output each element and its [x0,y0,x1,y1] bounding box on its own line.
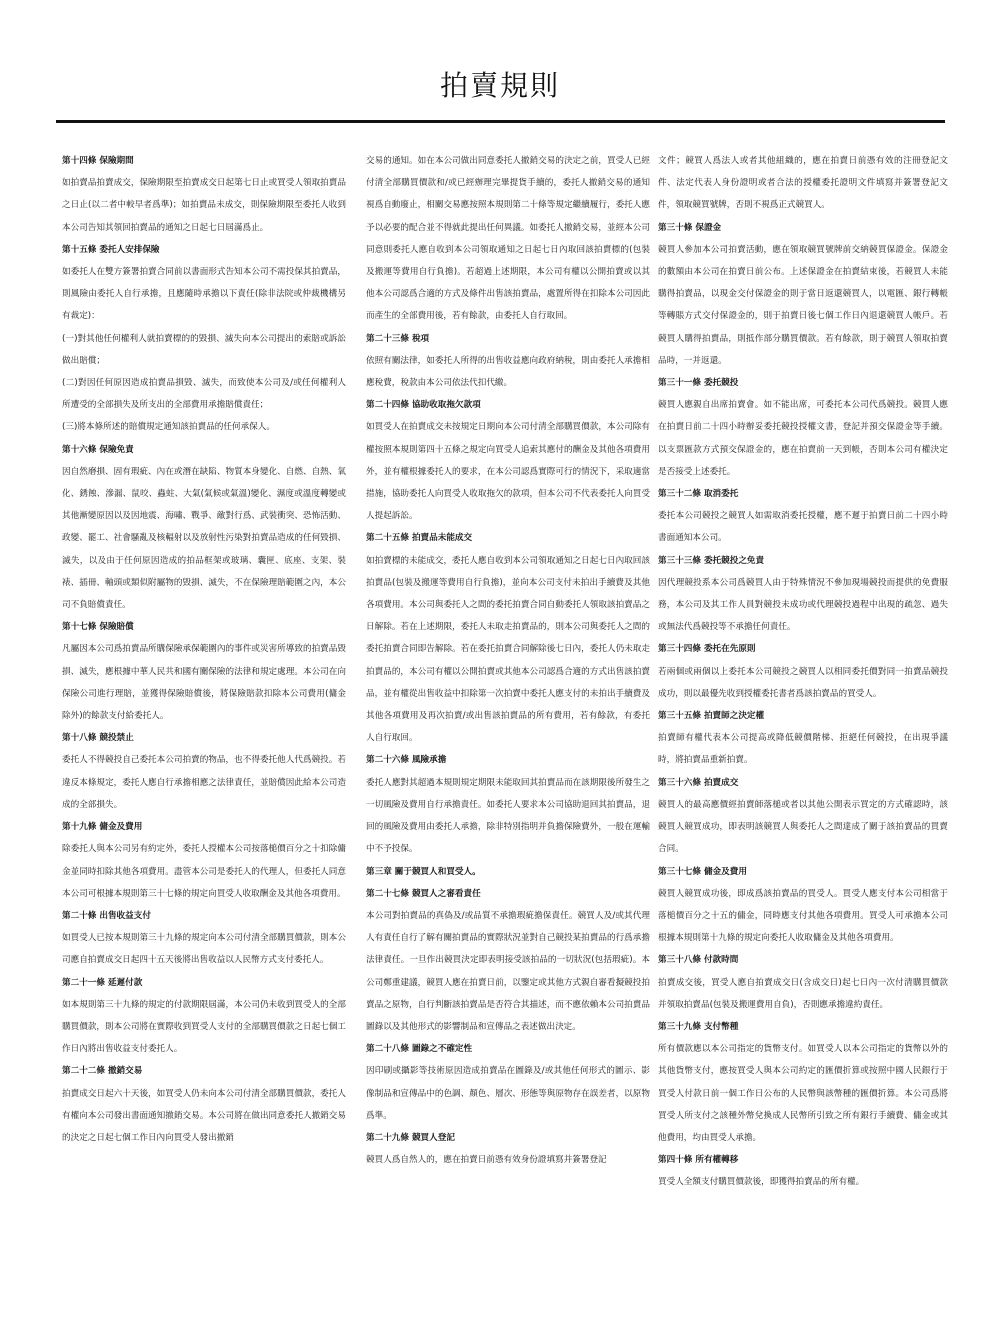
article-paragraph: 依照有關法律，如委托人所得的出售收益應向政府納稅，則由委托人承擔相應稅費，稅款由本公司依法代扣代繳。 [366,355,650,389]
article-heading: 第三十條 保證金 [658,222,722,233]
article-paragraph: 競買人應親自出席拍賣會。如不能出席，可委托本公司代爲競投。競買人應在拍賣日前二十四小時辦妥委托競投授權文書，登記并預交保證金等手續。以支票匯款方式預交保證金的，應在拍賣前一天到帳，否則本公司有權決定是否接受上述委托。 [658,400,948,477]
article-paragraph: 委托本公司競投之競買人如需取消委托授權，應不遲于拍賣日前二十四小時書面通知本公司。 [658,511,948,544]
article-paragraph: 委托人不得競投自己委托本公司拍賣的物品，也不得委托他人代爲競投。若違反本條規定，委托人應自行承擔相應之法律責任，並賠償因此給本公司造成的全部損失。 [62,755,346,810]
article-heading: 第二十六條 風險承擔 [366,755,447,766]
article-heading: 第十七條 保險賠償 [62,622,134,633]
article-paragraph: 拍賣師有權代表本公司提高或降低競價階梯、拒絕任何競投，在出現爭議時，將拍賣品重新拍賣。 [658,733,948,766]
article-paragraph: 委托人應對其超過本規則規定期限未能取回其拍賣品而在該期限後所發生之一切風險及費用自行承擔責任。如委托人要求本公司協助退回其拍賣品，退回的風險及費用由委托人承擔，除非特別指明并負擔保險費外，一般在運輸中不予投保。 [366,777,650,855]
article-heading: 第二十一條 延遲付款 [62,977,143,988]
article-heading: 第二十三條 稅項 [366,333,430,344]
page-title: 拍賣規則 [439,69,560,102]
article-paragraph: (三)將本條所述的賠償規定通知該拍賣品的任何承保人。 [62,422,275,433]
article-heading: 第三十一條 委托競投 [658,378,739,389]
article-heading: 第三十四條 委托在先原則 [658,644,756,655]
article-paragraph: 如拍賣標的未能成交，委托人應自收到本公司領取通知之日起七日內取回該拍賣品(包裝及搬運等費用自行負擔)，並向本公司支付未拍出手續費及其他各項費用。本公司與委托人之間的委托拍賣合同自動委托人領取該拍賣品之日解除。若在上述期限，委托人未取走拍賣品的，則本公司與委托人之間的委托拍賣合同即告解除。若在委托拍賣合同解除後七日內，委托人仍未取走拍賣品的，本公司有權以公開拍賣或其他本公司認爲合適的方式出售該拍賣品，並有權從出售收益中扣除第一次拍賣中委托人應支付的未拍出手續費及其他各項費用及再次拍賣/或出售該拍賣品的所有費用，若有餘款，有委托人自行取回。 [366,555,650,744]
article-paragraph: 如本規則第三十九條的規定的付款期限屆滿，本公司仍未收到買受人的全部購買價款，則本公司將在實際收到買受人支付的全部購買價款之日起七個工作日內將出售收益支付委托人。 [62,999,346,1055]
article-heading: 第三十二條 取消委托 [658,489,739,500]
article-heading: 第三章 關于競買人和買受人。 [366,866,481,877]
article-heading: 第三十八條 付款時間 [658,955,739,966]
article-paragraph: 拍賣成交後，買受人應自拍賣成交日(含成交日)起七日內一次付清購買價款并領取拍賣品(包裝及搬運費用自負)，否則應承擔違約責任。 [658,977,948,1010]
article-paragraph: 如拍賣品拍賣成交，保險期限至拍賣成交日起第七日止或買受人領取拍賣品之日止(以二者中較早者爲準)；如拍賣品未成交，則保險期限至委托人收到本公司告知其領回拍賣品的通知之日起七日屆滿爲止。 [62,178,346,233]
article-paragraph: 因自然磨損、固有瑕疵、內在或潛在缺陷、物質本身變化、自燃、自熱、氧化、銹蝕、滲漏、鼠咬、蟲蛀、大氣(氣候或氣溫)變化、濕度或溫度轉變或其他漸變原因以及因地震、海嘯、戰爭、敵對行爲、武裝衝突、恐怖活動、政變、罷工、社會騷亂及核輻射以及放射性污染對拍賣品造成的任何毀損、滅失，以及由于任何原因造成的拍品框架或玻璃、囊匣、底座、支架、裝裱、插冊、軸頭或類似附屬物的毀損、滅失，不在保險理賠範圍之內，本公司不負賠償責任。 [62,466,346,611]
text-column-3 [658,150,948,1260]
text-column-2 [366,150,650,1260]
article-paragraph: 因代理競投系本公司爲競買人由于特殊情況不參加現場競投而提供的免費服務，本公司及其工作人員對競投未成功或代理競投過程中出現的疏忽、過失或無法代爲競投等不承擔任何責任。 [658,577,948,633]
article-paragraph: 如買受人在拍賣成交未按規定日期向本公司付清全部購買價款，本公司除有權按照本規則第四十五條之規定向買受人追索其應付的酬金及其他各項費用外，並有權根據委托人的要求，在本公司認爲實際可行的情況下，采取適當措施，協助委托人向買受人收取拖欠的款項，但本公司不代表委托人向買受人提起訴訟。 [366,422,650,522]
article-heading: 第十九條 傭金及費用 [62,822,143,833]
article-heading: 第三十五條 拍賣師之決定權 [658,711,765,722]
article-heading: 第四十條 所有權轉移 [658,1155,739,1166]
article-heading: 第三十七條 傭金及費用 [658,866,747,877]
article-heading: 第十五條 委托人安排保險 [62,244,160,255]
article-paragraph: 除委托人與本公司另有約定外，委托人授權本公司按落槌價百分之十扣除傭金並同時扣除其他各項費用。盡管本公司是委托人的代理人，但委托人同意本公司可根據本規則第三十七條的規定向買受人收取酬金及其他各項費用。 [62,844,346,899]
article-paragraph: 本公司對拍賣品的真偽及/或品質不承擔瑕疵擔保責任。競買人及/或其代理人有責任自行了解有關拍賣品的實際狀況並對自己競投某拍賣品的行爲承擔法律責任。一旦作出競買決定即表明接受該拍品的一切狀況(包括瑕疵)。本公司鄭重建議，競買人應在拍賣日前，以鑒定或其他方式親自審看擬競投拍賣品之原物，自行判斷該拍賣品是否符合其描述，而不應依賴本公司拍賣品圖錄以及其他形式的影響制品和宣傳品之表述做出決定。 [366,910,650,1032]
article-heading: 第二十五條 拍賣品未能成交 [366,533,473,544]
article-heading: 第十八條 競投禁止 [62,733,134,744]
article-heading: 第十六條 保險免責 [62,444,134,455]
article-paragraph: 如買受人已按本規則第三十九條的規定向本公司付清全部購買價款，則本公司應自拍賣成交日起四十五天後將出售收益以人民幣方式支付委托人。 [62,933,346,966]
article-paragraph: 競買人爲自然人的，應在拍賣日前憑有效身份證填寫并簽署登記 [366,1155,607,1166]
article-heading: 第二十八條 圖錄之不確定性 [366,1044,473,1055]
article-heading: 第三十六條 拍賣成交 [658,777,739,788]
article-heading: 第三十九條 支付幣種 [658,1021,739,1032]
article-heading: 第三十三條 委托競投之免責 [658,555,765,566]
article-paragraph: 交易的通知。如在本公司做出同意委托人撤銷交易的決定之前，買受人已經付清全部購買價款和/或已經辦理完畢提貨手續的，委托人撤銷交易的通知視爲自動廢止，相關交易應按照本規則第二十條等規定繼續履行，委托人應予以必要的配合並不得就此提出任何異議。如委托人撤銷交易，並經本公司同意則委托人應自收到本公司領取通知之日起七日內取回該拍賣標的(包裝及搬運等費用自行負擔)。若超過上述期限，本公司有權以公開拍賣或以其他本公司認爲合適的方式及條件出售該拍賣品，處置所得在扣除本公司因此而產生的全部費用後，若有餘款，由委托人自行取回。 [366,156,650,322]
article-paragraph: 文件；競買人爲法人或者其他組織的，應在拍賣日前憑有效的注冊登記文件、法定代表人身份證明或者合法的授權委托證明文件填寫并簽署登記文件，領取競買號牌，否則不視爲正式競買人。 [658,156,948,211]
text-column-1 [62,150,346,1260]
article-paragraph: 所有價款應以本公司指定的貨幣支付。如買受人以本公司指定的貨幣以外的其他貨幣支付，應按買受人與本公司約定的匯價折算或按照中國人民銀行于買受人付款日前一個工作日公布的人民幣與該幣種的匯價折算。本公司爲將買受人所支付之該種外幣兌換成人民幣所引致之所有銀行手續費、傭金或其他費用，均由買受人承擔。 [658,1044,948,1143]
article-paragraph: (二)對因任何原因造成拍賣品損毀、滅失，而致使本公司及/或任何權利人所遭受的全部損失及所支出的全部費用承擔賠償責任； [62,378,346,411]
article-paragraph: 如委托人在雙方簽署拍賣合同前以書面形式告知本公司不需投保其拍賣品，則風險由委托人自行承擔，且應隨時承擔以下責任(除非法院或仲裁機構另有裁定)： [62,267,346,322]
article-paragraph: 拍賣成交日起六十天後，如買受人仍未向本公司付清全部購買價款，委托人有權向本公司發出書面通知撤銷交易。本公司將在做出同意委托人撤銷交易的決定之日起七個工作日內向買受人發出撤銷 [62,1088,346,1143]
article-paragraph: 買受人全額支付購買價款後，即獲得拍賣品的所有權。 [658,1177,865,1188]
article-paragraph: 競買人競買成功後，即成爲該拍賣品的買受人。買受人應支付本公司相當于落槌價百分之十五的傭金，同時應支付其他各項費用。買受人可承擔本公司根據本規則第十九條的規定向委托人收取傭金及其他各項費用。 [658,888,948,944]
article-heading: 第二十條 出售收益支付 [62,910,151,921]
article-paragraph: 競買人參加本公司拍賣活動，應在領取競買號牌前交納競買保證金。保證金的數額由本公司在拍賣日前公布。上述保證金在拍賣結束後，若競買人未能購得拍賣品，以現金交付保證金的則于當日返還競買人，以電匯、銀行轉帳等轉賬方式交付保證金的，則于拍賣日後七個工作日內退還競買人帳戶。若競買人購得拍賣品，則抵作部分購買價款。若有餘款，則于競買人領取拍賣品時，一并返還。 [658,244,948,366]
title-divider [56,120,945,123]
article-heading: 第十四條 保險期間 [62,156,134,166]
article-paragraph: 因印刷或攝影等技術原因造成拍賣品在圖錄及/或其他任何形式的圖示、影像制品和宣傳品中的色調、顏色、層次、形態等與原物存在誤差者，以原物爲準。 [366,1066,650,1121]
article-heading: 第二十四條 協助收取拖欠款項 [366,400,481,411]
article-heading: 第二十二條 撤銷交易 [62,1066,143,1077]
article-paragraph: 若兩個或兩個以上委托本公司競投之競買人以相同委托價對同一拍賣品競投成功，則以最優先收到授權委托書者爲該拍賣品的買受人。 [658,666,948,699]
article-heading: 第二十七條 競買人之審看責任 [366,888,481,899]
article-paragraph: (一)對其他任何權利人就拍賣標的的毀損、滅失向本公司提出的索賠或訴訟做出賠償； [62,333,346,366]
article-heading: 第二十九條 競買人登記 [366,1132,455,1143]
article-paragraph: 凡屬因本公司爲拍賣品所購保險承保範圍內的事件或災害所導致的拍賣品毀損、滅失，應根據中華人民共和國有關保險的法律和規定處理。本公司在向保險公司進行理賠，並獲得保險賠償後，將保險賠款扣除本公司費用(傭金除外)的餘款支付給委托人。 [62,644,346,722]
article-paragraph: 競買人的最高應價經拍賣師落槌或者以其他公開表示買定的方式確認時，該競買人競買成功，即表明該競買人與委托人之間達成了關于該拍賣品的買賣合同。 [658,799,948,855]
